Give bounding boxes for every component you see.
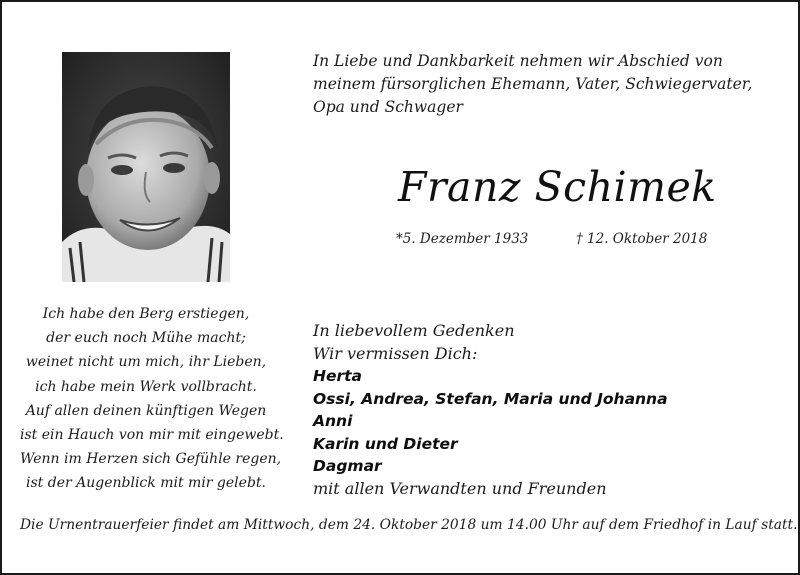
deceased-name: Franz Schimek — [398, 163, 717, 211]
mourners-closing: mit allen Verwandten und Freunden — [313, 478, 607, 498]
mourner-name: Ossi, Andrea, Stefan, Maria und Johanna — [313, 389, 668, 408]
poem-line: Ich habe den Berg erstiegen, — [42, 306, 250, 322]
portrait-photo — [62, 52, 230, 282]
poem-line: Wenn im Herzen sich Gefühle regen, — [20, 451, 282, 468]
poem-line: ich habe mein Werk vollbracht. — [35, 378, 257, 395]
mourner-name: Herta — [313, 367, 362, 385]
poem-line: ist ein Hauch von mir mit eingewebt. — [20, 427, 284, 444]
poem — [20, 302, 284, 496]
poem-line: ist der Augenblick mit mir gelebt. — [26, 475, 266, 492]
mourner-name: Karin und Dieter — [313, 434, 458, 453]
poem-line: der euch noch Mühe macht; — [46, 330, 246, 347]
death-date: † 12. Oktober 2018 — [576, 231, 708, 247]
mourner-name: Anni — [313, 412, 353, 430]
mourners-list — [313, 320, 783, 500]
mourners-miss: Wir vermissen Dich: — [313, 343, 478, 363]
birth-date: *5. Dezember 1933 — [396, 231, 529, 247]
mourner-name: Dagmar — [313, 457, 382, 475]
funeral-info: Die Urnentrauerfeier findet am Mittwoch, dem 24. Oktober 2018 um 14.00 Uhr auf dem Friedhof in Lauf statt. — [20, 517, 798, 533]
mourners-intro: In liebevollem Gedenken — [313, 321, 515, 340]
poem-line: weinet nicht um mich, ihr Lieben, — [25, 354, 267, 371]
poem-line: Auf allen deinen künftigen Wegen — [25, 402, 267, 419]
intro-text: In Liebe und Dankbarkeit nehmen wir Abschied von meinem fürsorglichen Ehemann, Vater, Schwiegervater, Opa und Schwager — [313, 52, 753, 116]
